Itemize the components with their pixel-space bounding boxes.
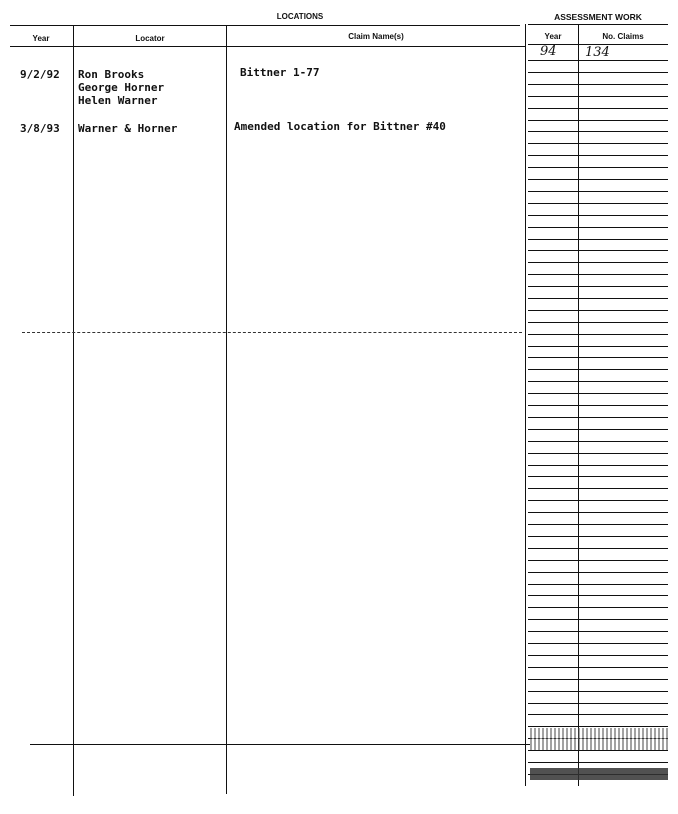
assessment-row-line: [528, 298, 668, 299]
assessment-row-line: [528, 536, 668, 537]
assessment-row-line: [528, 310, 668, 311]
assessment-row-line: [528, 250, 668, 251]
assessment-row-line: [528, 762, 668, 763]
entry-2-claim: Amended location for Bittner #40: [234, 120, 446, 133]
assessment-row-line: [528, 500, 668, 501]
assessment-row-line: [528, 488, 668, 489]
assessment-row-line: [528, 453, 668, 454]
assessment-row-line: [528, 619, 668, 620]
entry-1-year: 9/2/92: [20, 68, 60, 81]
assessment-row-line: [528, 726, 668, 727]
assessment-row-line: [528, 667, 668, 668]
entry-2-locator: Warner & Horner: [78, 122, 178, 135]
assessment-row-line: [528, 274, 668, 275]
assessment-row-line: [528, 548, 668, 549]
assessment-row-line: [528, 215, 668, 216]
col-divider-claims: [525, 24, 526, 786]
col-header-aw-year: Year: [544, 32, 562, 41]
entry-2-year: 3/8/93: [20, 122, 60, 135]
assessment-row-line: [528, 524, 668, 525]
assessment-row-line: [528, 262, 668, 263]
assessment-row-line: [528, 143, 668, 144]
assessment-row-line: [528, 595, 668, 596]
assessment-work-header: ASSESSMENT WORK: [554, 12, 642, 22]
assessment-row-line: [528, 417, 668, 418]
assessment-row-line: [528, 679, 668, 680]
assessment-row-line: [528, 120, 668, 121]
assessment-row-line: [528, 465, 668, 466]
assessment-row-line: [528, 607, 668, 608]
scan-noise-block-2: [530, 768, 668, 780]
assessment-row-line: [528, 203, 668, 204]
assessment-row-line: [528, 572, 668, 573]
assessment-row-line: [528, 191, 668, 192]
assessment-row-line: [528, 60, 668, 61]
assessment-row-line: [528, 750, 668, 751]
scan-noise-block-1: [530, 728, 668, 750]
entry-1-claim: Bittner 1-77: [240, 66, 320, 79]
assessment-row-line: [528, 346, 668, 347]
assessment-row-line: [528, 131, 668, 132]
assessment-row-line: [528, 72, 668, 73]
col-divider-locator: [226, 26, 227, 794]
assessment-row-line: [528, 393, 668, 394]
top-rule-locations: [10, 25, 520, 26]
col-divider-year: [73, 26, 74, 796]
assessment-row-line: [528, 108, 668, 109]
assessment-row-line: [528, 167, 668, 168]
assessment-row-line: [528, 703, 668, 704]
assessment-row-line: [528, 155, 668, 156]
bottom-rule: [30, 744, 530, 745]
assessment-row-line: [528, 381, 668, 382]
assessment-row-line: [528, 429, 668, 430]
entry-1-locator-3: Helen Warner: [78, 94, 158, 107]
assessment-row-line: [528, 96, 668, 97]
header-rule: [10, 46, 526, 47]
assessment-row-line: [528, 227, 668, 228]
assessment-row-line: [528, 643, 668, 644]
assessment-row-line: [528, 584, 668, 585]
assessment-1-year: 94: [540, 44, 557, 59]
entry-1-locator-2: George Horner: [78, 81, 165, 94]
dashed-rule: [22, 332, 522, 334]
entry-1-locator-1: Ron Brooks: [78, 68, 145, 81]
assessment-row-line: [528, 84, 668, 85]
assessment-1-claims: 134: [585, 45, 610, 60]
assessment-row-line: [528, 179, 668, 180]
assessment-row-line: [528, 405, 668, 406]
assessment-row-line: [528, 560, 668, 561]
assessment-row-line: [528, 334, 668, 335]
col-header-locator: Locator: [135, 34, 165, 43]
assessment-row-line: [528, 476, 668, 477]
assessment-row-line: [528, 239, 668, 240]
assessment-row-line: [528, 357, 668, 358]
locations-header: LOCATIONS: [276, 12, 324, 21]
assessment-row-line: [528, 714, 668, 715]
col-header-aw-no-claims: No. Claims: [602, 32, 644, 41]
assessment-row-line: [528, 322, 668, 323]
assessment-row-line: [528, 441, 668, 442]
top-rule-assessment: [528, 24, 668, 25]
assessment-row-line: [528, 286, 668, 287]
assessment-row-line: [528, 655, 668, 656]
assessment-row-line: [528, 512, 668, 513]
col-header-year: Year: [32, 34, 50, 43]
assessment-row-line: [528, 369, 668, 370]
col-header-claim-names: Claim Name(s): [348, 32, 404, 41]
assessment-row-line: [528, 691, 668, 692]
assessment-row-line: [528, 631, 668, 632]
